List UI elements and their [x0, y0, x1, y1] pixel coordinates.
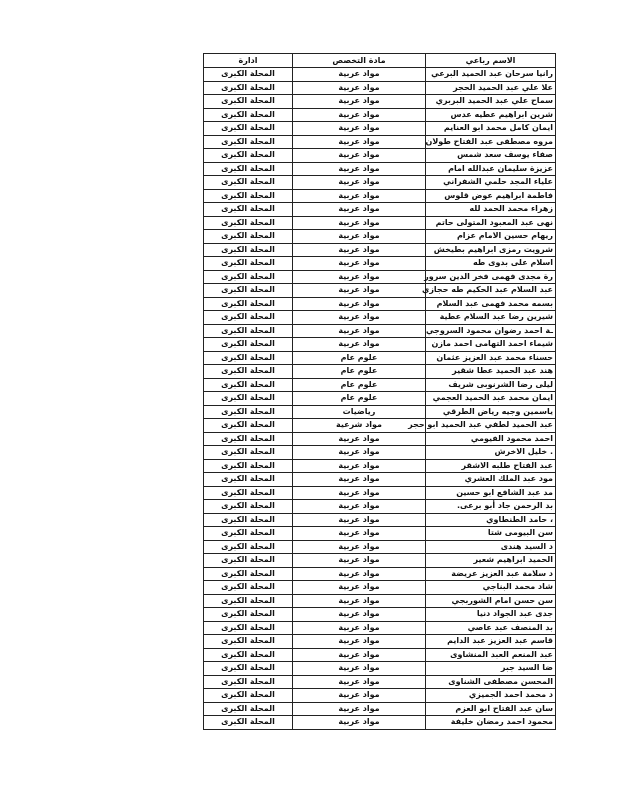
- table-row: [204, 270, 556, 284]
- header-subject: مادة التخصص: [293, 54, 426, 68]
- cell-admin: المحلة الكبرى: [204, 284, 293, 298]
- cell-admin: المحلة الكبرى: [204, 554, 293, 568]
- cell-admin: المحلة الكبرى: [204, 567, 293, 581]
- cell-subject: مواد عربية: [293, 540, 426, 554]
- table-row: [204, 554, 556, 568]
- cell-admin: المحلة الكبرى: [204, 527, 293, 541]
- table-body: [204, 68, 556, 730]
- cell-name: د محمد احمد الجميزي: [426, 689, 556, 703]
- cell-admin: المحلة الكبرى: [204, 473, 293, 487]
- cell-subject: مواد عربية: [293, 284, 426, 298]
- cell-admin: المحلة الكبرى: [204, 365, 293, 379]
- cell-name: مود عبد الملك العشري: [426, 473, 556, 487]
- staff-table: [203, 53, 556, 730]
- table-row: [204, 405, 556, 419]
- table-row: [204, 108, 556, 122]
- table-header-row: [204, 54, 556, 68]
- cell-name: حسناء محمد عبد العزيز عثمان: [426, 351, 556, 365]
- table-row: [204, 338, 556, 352]
- cell-subject: مواد عربية: [293, 702, 426, 716]
- cell-subject: مواد عربية: [293, 311, 426, 325]
- cell-subject: مواد عربية: [293, 500, 426, 514]
- cell-admin: المحلة الكبرى: [204, 378, 293, 392]
- cell-name: بسمه محمد فهمى عبد السلام: [426, 297, 556, 311]
- table-row: [204, 230, 556, 244]
- table-row: [204, 432, 556, 446]
- cell-subject: مواد عربية: [293, 189, 426, 203]
- table-row: [204, 608, 556, 622]
- cell-name: د السيد هندى: [426, 540, 556, 554]
- cell-subject: مواد عربية: [293, 716, 426, 730]
- cell-admin: المحلة الكبرى: [204, 608, 293, 622]
- cell-subject: مواد عربية: [293, 513, 426, 527]
- cell-subject: مواد عربية: [293, 68, 426, 82]
- cell-admin: المحلة الكبرى: [204, 230, 293, 244]
- cell-admin: المحلة الكبرى: [204, 594, 293, 608]
- cell-admin: المحلة الكبرى: [204, 257, 293, 271]
- cell-name: ، حامد الطنطاوي: [426, 513, 556, 527]
- cell-name: شاد محمد البناجي: [426, 581, 556, 595]
- table-row: [204, 689, 556, 703]
- table-row: [204, 135, 556, 149]
- table-row: [204, 648, 556, 662]
- table-row: [204, 419, 556, 433]
- table-row: [204, 540, 556, 554]
- cell-name: عبد السلام عبد الحكيم طه حجازي: [426, 284, 556, 298]
- table-row: [204, 675, 556, 689]
- table-row: [204, 567, 556, 581]
- table-row: [204, 243, 556, 257]
- cell-name: ليلى رضا الشرنوبى شريف: [426, 378, 556, 392]
- cell-name: رانيا سرحان عبد الحميد البرعي: [426, 68, 556, 82]
- cell-subject: مواد عربية: [293, 486, 426, 500]
- table-row: [204, 392, 556, 406]
- cell-admin: المحلة الكبرى: [204, 311, 293, 325]
- cell-admin: المحلة الكبرى: [204, 621, 293, 635]
- cell-name: الحميد ابراهيم شعير: [426, 554, 556, 568]
- cell-admin: المحلة الكبرى: [204, 486, 293, 500]
- cell-name: ضا السيد جبر: [426, 662, 556, 676]
- cell-subject: مواد عربية: [293, 243, 426, 257]
- cell-name: صفاء يوسف سعد شمس: [426, 149, 556, 163]
- cell-name: د سلامة عبد العزيز عريضة: [426, 567, 556, 581]
- cell-subject: مواد عربية: [293, 621, 426, 635]
- cell-subject: مواد عربية: [293, 459, 426, 473]
- table-row: [204, 581, 556, 595]
- table-row: [204, 662, 556, 676]
- cell-subject: مواد عربية: [293, 122, 426, 136]
- cell-subject: علوم عام: [293, 365, 426, 379]
- cell-subject: مواد عربية: [293, 95, 426, 109]
- cell-admin: المحلة الكبرى: [204, 216, 293, 230]
- cell-admin: المحلة الكبرى: [204, 162, 293, 176]
- cell-subject: مواد عربية: [293, 581, 426, 595]
- table-row: [204, 311, 556, 325]
- cell-name: عبد المنعم العبد المنشاوى: [426, 648, 556, 662]
- table-row: [204, 122, 556, 136]
- cell-name: ريهام حسين الامام عزام: [426, 230, 556, 244]
- cell-admin: المحلة الكبرى: [204, 432, 293, 446]
- cell-admin: المحلة الكبرى: [204, 675, 293, 689]
- cell-subject: مواد عربية: [293, 594, 426, 608]
- cell-name: ياسمين وجيه رياض الطرقي: [426, 405, 556, 419]
- cell-admin: المحلة الكبرى: [204, 122, 293, 136]
- table-row: [204, 68, 556, 82]
- header-admin: ادارة: [204, 54, 293, 68]
- cell-subject: علوم عام: [293, 351, 426, 365]
- cell-admin: المحلة الكبرى: [204, 716, 293, 730]
- table-row: [204, 149, 556, 163]
- cell-admin: المحلة الكبرى: [204, 500, 293, 514]
- cell-subject: مواد عربية: [293, 162, 426, 176]
- cell-admin: المحلة الكبرى: [204, 135, 293, 149]
- cell-name: بد الرحمن جاد أبو برعى.: [426, 500, 556, 514]
- cell-subject: مواد عربية: [293, 675, 426, 689]
- cell-subject: رياضيات: [293, 405, 426, 419]
- cell-name: اسلام على بدوى طه: [426, 257, 556, 271]
- cell-name: قاسم عبد العزيز عبد الدايم: [426, 635, 556, 649]
- cell-name: . خليل الاخرش: [426, 446, 556, 460]
- table-row: [204, 459, 556, 473]
- cell-admin: المحلة الكبرى: [204, 689, 293, 703]
- cell-subject: مواد عربية: [293, 432, 426, 446]
- table-row: [204, 324, 556, 338]
- cell-subject: مواد عربية: [293, 446, 426, 460]
- table-row: [204, 473, 556, 487]
- cell-subject: مواد عربية: [293, 554, 426, 568]
- cell-admin: المحلة الكبرى: [204, 95, 293, 109]
- cell-subject: مواد شرعية: [293, 419, 426, 433]
- table-row: [204, 81, 556, 95]
- cell-subject: مواد عربية: [293, 270, 426, 284]
- cell-subject: مواد عربية: [293, 230, 426, 244]
- cell-name: المحسن مصطفى الشناوى: [426, 675, 556, 689]
- cell-subject: مواد عربية: [293, 81, 426, 95]
- table-row: [204, 365, 556, 379]
- cell-subject: علوم عام: [293, 392, 426, 406]
- cell-admin: المحلة الكبرى: [204, 405, 293, 419]
- cell-admin: المحلة الكبرى: [204, 149, 293, 163]
- cell-subject: مواد عربية: [293, 648, 426, 662]
- table-row: [204, 378, 556, 392]
- cell-name: مروه مصطفى عبد الفتاح طولان: [426, 135, 556, 149]
- cell-name: شرين ابراهيم عطيه عدس: [426, 108, 556, 122]
- cell-name: عبد الحميد لطفي عبد الحميد ابو حجر: [426, 419, 556, 433]
- cell-admin: المحلة الكبرى: [204, 392, 293, 406]
- cell-admin: المحلة الكبرى: [204, 338, 293, 352]
- cell-admin: المحلة الكبرى: [204, 702, 293, 716]
- table-row: [204, 162, 556, 176]
- cell-subject: مواد عربية: [293, 135, 426, 149]
- cell-subject: مواد عربية: [293, 324, 426, 338]
- table-row: [204, 203, 556, 217]
- cell-admin: المحلة الكبرى: [204, 324, 293, 338]
- cell-admin: المحلة الكبرى: [204, 662, 293, 676]
- cell-name: بد المنصف عبد عاصي: [426, 621, 556, 635]
- table-row: [204, 702, 556, 716]
- cell-subject: مواد عربية: [293, 635, 426, 649]
- cell-admin: المحلة الكبرى: [204, 243, 293, 257]
- cell-subject: مواد عربية: [293, 338, 426, 352]
- table-row: [204, 351, 556, 365]
- cell-name: زهراء محمد الحمد لله: [426, 203, 556, 217]
- table-row: [204, 284, 556, 298]
- table-row: [204, 513, 556, 527]
- cell-name: شيرين رضا عبد السلام عطية: [426, 311, 556, 325]
- cell-admin: المحلة الكبرى: [204, 270, 293, 284]
- cell-name: سن البيومى شتا: [426, 527, 556, 541]
- table-row: [204, 716, 556, 730]
- cell-admin: المحلة الكبرى: [204, 297, 293, 311]
- cell-subject: مواد عربية: [293, 527, 426, 541]
- table-row: [204, 527, 556, 541]
- cell-name: جدى عبد الجواد دنيا: [426, 608, 556, 622]
- cell-subject: مواد عربية: [293, 203, 426, 217]
- cell-subject: مواد عربية: [293, 608, 426, 622]
- table-row: [204, 257, 556, 271]
- cell-name: ايمان كامل محمد ابو العنايم: [426, 122, 556, 136]
- table-row: [204, 486, 556, 500]
- cell-name: عبد الفتاح طلبه الاشقر: [426, 459, 556, 473]
- table-row: [204, 500, 556, 514]
- cell-subject: مواد عربية: [293, 689, 426, 703]
- cell-name: فاطمة ابراهيم عوض قلوس: [426, 189, 556, 203]
- cell-name: احمد محمود الفيومي: [426, 432, 556, 446]
- cell-name: علا علي عبد الحميد الحجر: [426, 81, 556, 95]
- cell-subject: مواد عربية: [293, 257, 426, 271]
- cell-name: سماح علي عبد الحميد البربري: [426, 95, 556, 109]
- cell-admin: المحلة الكبرى: [204, 648, 293, 662]
- cell-name: رة مجدى فهمى فخر الدين سرور: [426, 270, 556, 284]
- cell-subject: مواد عربية: [293, 216, 426, 230]
- table-row: [204, 189, 556, 203]
- cell-subject: مواد عربية: [293, 567, 426, 581]
- cell-admin: المحلة الكبرى: [204, 513, 293, 527]
- cell-admin: المحلة الكبرى: [204, 635, 293, 649]
- cell-name: علياء المجد حلمي الشفراني: [426, 176, 556, 190]
- cell-admin: المحلة الكبرى: [204, 459, 293, 473]
- table-row: [204, 216, 556, 230]
- cell-subject: مواد عربية: [293, 473, 426, 487]
- cell-admin: المحلة الكبرى: [204, 189, 293, 203]
- header-name: الاسم رباعي: [426, 54, 556, 68]
- cell-name: محمود احمد رمضان خليفة: [426, 716, 556, 730]
- cell-admin: المحلة الكبرى: [204, 176, 293, 190]
- table-row: [204, 297, 556, 311]
- cell-admin: المحلة الكبرى: [204, 81, 293, 95]
- cell-admin: المحلة الكبرى: [204, 351, 293, 365]
- cell-admin: المحلة الكبرى: [204, 68, 293, 82]
- table-row: [204, 635, 556, 649]
- cell-name: ـة احمد رضوان محمود السروجي: [426, 324, 556, 338]
- cell-admin: المحلة الكبرى: [204, 540, 293, 554]
- table-row: [204, 446, 556, 460]
- table-row: [204, 594, 556, 608]
- table-row: [204, 176, 556, 190]
- cell-subject: مواد عربية: [293, 176, 426, 190]
- cell-name: شيماء احمد التهامى احمد مازن: [426, 338, 556, 352]
- cell-admin: المحلة الكبرى: [204, 581, 293, 595]
- cell-name: ايمان محمد عبد الحميد العجمي: [426, 392, 556, 406]
- cell-name: مد عبد الشافع ابو حسين: [426, 486, 556, 500]
- cell-admin: المحلة الكبرى: [204, 446, 293, 460]
- cell-name: سان عبد الفتاح ابو العزم: [426, 702, 556, 716]
- table-row: [204, 95, 556, 109]
- cell-admin: المحلة الكبرى: [204, 203, 293, 217]
- cell-subject: علوم عام: [293, 378, 426, 392]
- cell-admin: المحلة الكبرى: [204, 419, 293, 433]
- cell-name: شرويت رمزى ابراهيم بطيخش: [426, 243, 556, 257]
- cell-subject: مواد عربية: [293, 149, 426, 163]
- cell-subject: مواد عربية: [293, 297, 426, 311]
- table-row: [204, 621, 556, 635]
- cell-subject: مواد عربية: [293, 662, 426, 676]
- cell-name: هند عبد الحميد عطا شقير: [426, 365, 556, 379]
- cell-name: عزيزة سليمان عبدالله امام: [426, 162, 556, 176]
- cell-admin: المحلة الكبرى: [204, 108, 293, 122]
- cell-name: نهى عبد المعبود المتولى حاتم: [426, 216, 556, 230]
- cell-name: سن حسن امام الشوربجي: [426, 594, 556, 608]
- cell-subject: مواد عربية: [293, 108, 426, 122]
